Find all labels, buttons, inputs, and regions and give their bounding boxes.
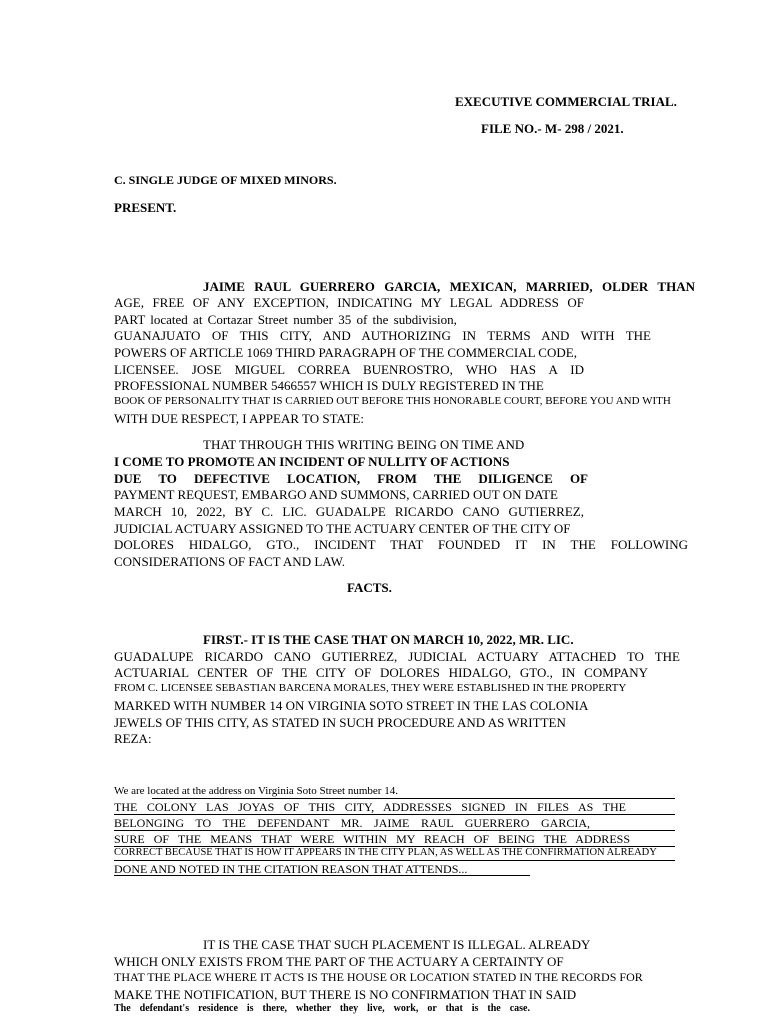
final-line: The defendant's residence is there, whether they live, work, or that is the case.: [114, 1003, 530, 1014]
final-line: MAKE THE NOTIFICATION, BUT THERE IS NO CONFIRMATION THAT IN SAID: [114, 987, 577, 1002]
intro-line: POWERS OF ARTICLE 1069 THIRD PARAGRAPH OF THE COMMERCIAL CODE,: [114, 345, 577, 360]
intro-line: LICENSEE. JOSE MIGUEL CORREA BUENROSTRO, WHO HAS A ID: [114, 362, 584, 377]
intro-line: PART located at Cortazar Street number 35 of the subdivision,: [114, 312, 457, 327]
statement-line: DOLORES HIDALGO, GTO., INCIDENT THAT FOUNDED IT IN THE FOLLOWING: [114, 537, 688, 552]
judge-addressee: C. SINGLE JUDGE OF MIXED MINORS.: [114, 173, 337, 187]
fact-line: GUADALUPE RICARDO CANO GUTIERREZ, JUDICIAL ACTUARY ATTACHED TO THE: [114, 649, 680, 664]
quote-line: DONE AND NOTED IN THE CITATION REASON THAT ATTENDS...: [114, 862, 468, 876]
fact-line: ACTUARIAL CENTER OF THE CITY OF DOLORES HIDALGO, GTO., IN COMPANY: [114, 665, 648, 680]
underline-rule: [114, 860, 675, 861]
case-type: EXECUTIVE COMMERCIAL TRIAL.: [455, 94, 677, 109]
quote-line: BELONGING TO THE DEFENDANT MR. JAIME RAUL GUERRERO GARCIA,: [114, 816, 590, 830]
fact-line: FROM C. LICENSEE SEBASTIAN BARCENA MORALES, THEY WERE ESTABLISHED IN THE PROPERTY: [114, 682, 627, 694]
intro-line: AGE, FREE OF ANY EXCEPTION, INDICATING MY LEGAL ADDRESS OF: [114, 295, 584, 310]
file-number: FILE NO.- M- 298 / 2021.: [481, 121, 624, 136]
fact-line: FIRST.- IT IS THE CASE THAT ON MARCH 10, 2022, MR. LIC.: [203, 632, 574, 647]
quote-line-text: We are located at the address on Virginia Soto Street number 14.: [114, 785, 398, 797]
fact-line: JEWELS OF THIS CITY, AS STATED IN SUCH PROCEDURE AND AS WRITTEN: [114, 715, 566, 730]
quote-line: [114, 786, 398, 797]
quote-line: CORRECT BECAUSE THAT IS HOW IT APPEARS IN THE CITY PLAN, AS WELL AS THE CONFIRMATION ALREADY: [114, 847, 657, 858]
underline-rule: [114, 814, 675, 815]
fact-line: REZA:: [114, 731, 152, 746]
statement-line: DUE TO DEFECTIVE LOCATION, FROM THE DILIGENCE OF: [114, 471, 588, 486]
statement-line: CONSIDERATIONS OF FACT AND LAW.: [114, 554, 345, 569]
intro-line: JAIME RAUL GUERRERO GARCIA, MEXICAN, MARRIED, OLDER THAN: [203, 279, 695, 294]
statement-line: MARCH 10, 2022, BY C. LIC. GUADALPE RICARDO CANO GUTIERREZ,: [114, 504, 584, 519]
underline-rule: [114, 830, 675, 831]
intro-line: GUANAJUATO OF THIS CITY, AND AUTHORIZING IN TERMS AND WITH THE: [114, 328, 651, 343]
final-line: THAT THE PLACE WHERE IT ACTS IS THE HOUSE OR LOCATION STATED IN THE RECORDS FOR: [114, 970, 643, 984]
statement-line: JUDICIAL ACTUARY ASSIGNED TO THE ACTUARY CENTER OF THE CITY OF: [114, 521, 571, 536]
underline-rule: [152, 798, 675, 799]
present-line: PRESENT.: [114, 200, 177, 215]
final-line: WHICH ONLY EXISTS FROM THE PART OF THE ACTUARY A CERTAINTY OF: [114, 954, 564, 969]
intro-line: PROFESSIONAL NUMBER 5466557 WHICH IS DULY REGISTERED IN THE: [114, 378, 544, 393]
fact-line: MARKED WITH NUMBER 14 ON VIRGINIA SOTO STREET IN THE LAS COLONIA: [114, 698, 589, 713]
statement-line: I COME TO PROMOTE AN INCIDENT OF NULLITY OF ACTIONS: [114, 454, 510, 469]
quote-line: THE COLONY LAS JOYAS OF THIS CITY, ADDRESSES SIGNED IN FILES AS THE: [114, 800, 626, 814]
quote-line: SURE OF THE MEANS THAT WERE WITHIN MY REACH OF BEING THE ADDRESS: [114, 832, 630, 846]
facts-heading: FACTS.: [347, 580, 392, 595]
statement-line: PAYMENT REQUEST, EMBARGO AND SUMMONS, CARRIED OUT ON DATE: [114, 487, 558, 502]
intro-line: BOOK OF PERSONALITY THAT IS CARRIED OUT BEFORE THIS HONORABLE COURT, BEFORE YOU AND WITH: [114, 395, 671, 407]
final-line: IT IS THE CASE THAT SUCH PLACEMENT IS ILLEGAL. ALREADY: [203, 937, 591, 952]
intro-line: WITH DUE RESPECT, I APPEAR TO STATE:: [114, 411, 364, 426]
statement-line: THAT THROUGH THIS WRITING BEING ON TIME AND: [203, 437, 525, 452]
underline-rule: [114, 875, 530, 876]
